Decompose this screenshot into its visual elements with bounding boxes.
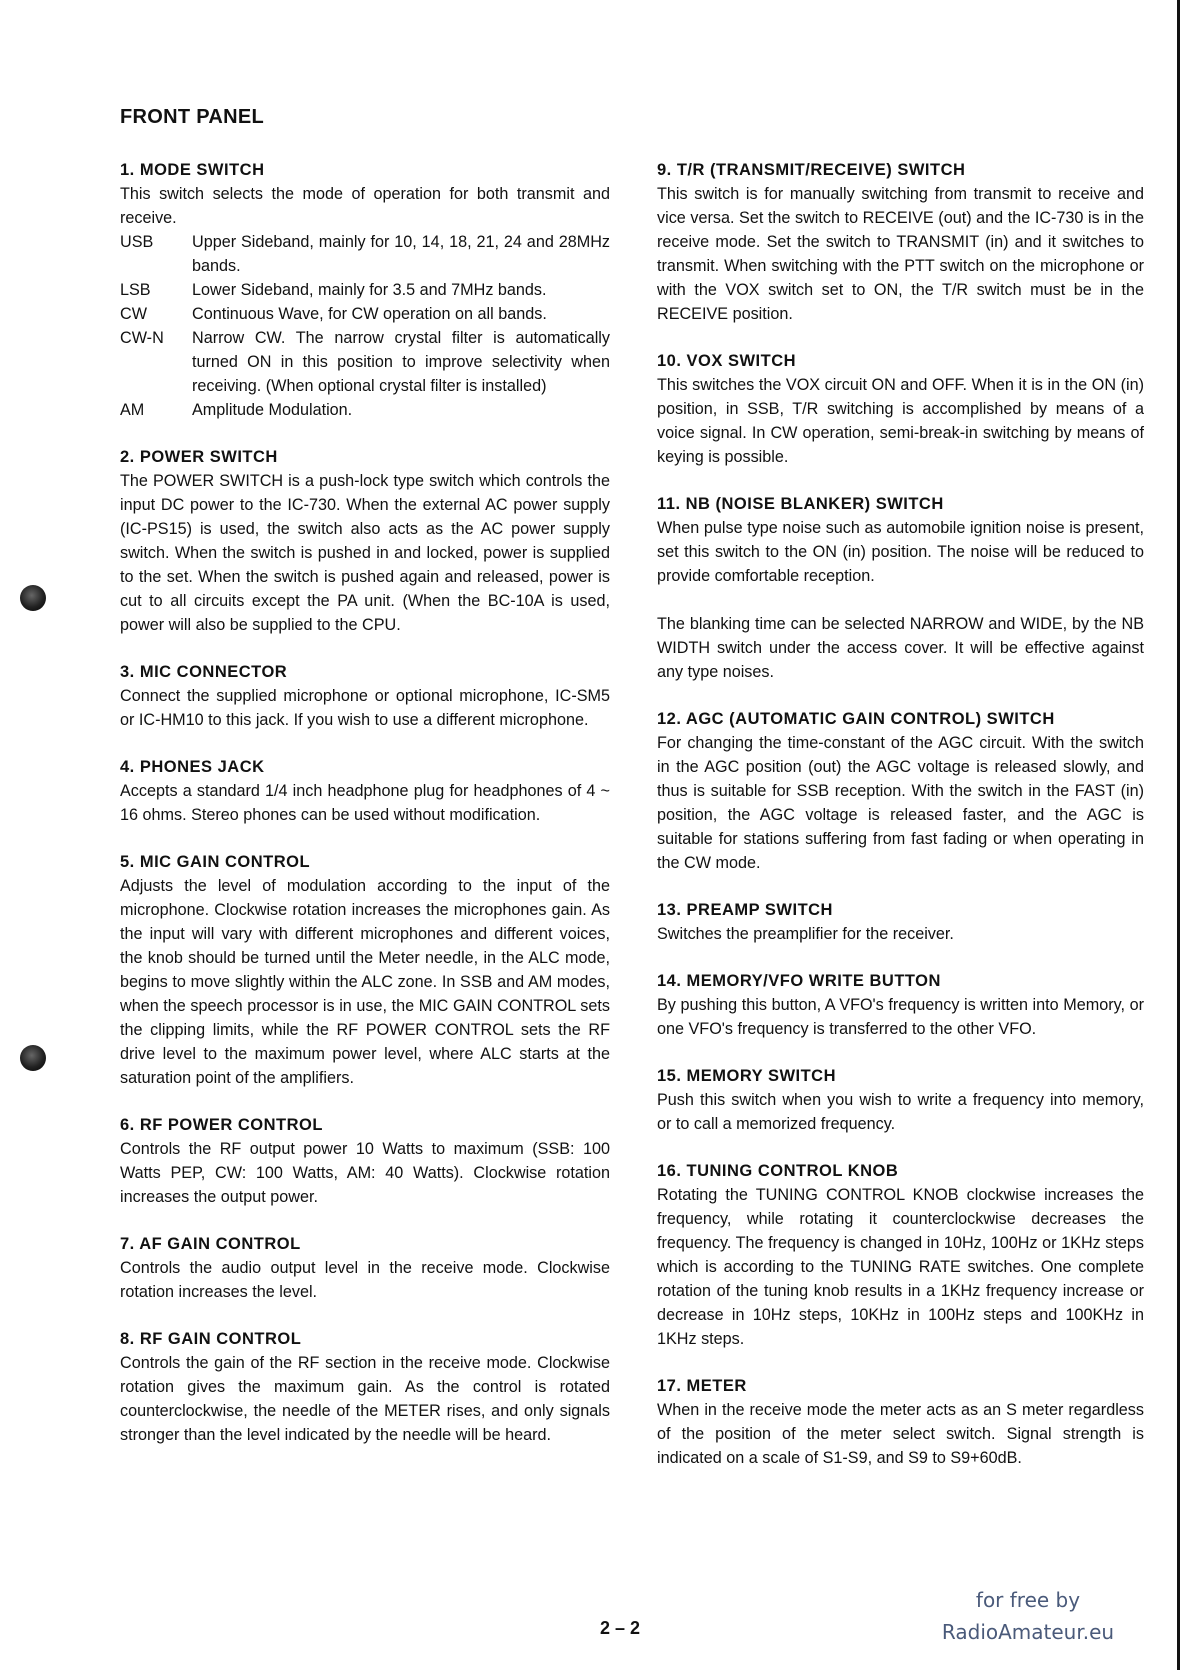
mode-abbr: CW bbox=[120, 305, 147, 323]
section-body: This switch selects the mode of operation for both transmit and receive. bbox=[120, 185, 610, 227]
section-heading: 7. AF GAIN CONTROL bbox=[120, 1235, 301, 1253]
mode-desc: Continuous Wave, for CW operation on all bands. bbox=[192, 305, 547, 323]
section-heading: 17. METER bbox=[657, 1377, 747, 1395]
mode-desc: Lower Sideband, mainly for 3.5 and 7MHz bands. bbox=[192, 281, 547, 299]
section-heading: 4. PHONES JACK bbox=[120, 758, 265, 776]
watermark-line-1: for free by bbox=[975, 1588, 1081, 1612]
section-power-switch bbox=[120, 445, 610, 637]
right-column bbox=[657, 158, 1144, 1493]
section-nb-switch bbox=[657, 492, 1144, 684]
mode-list bbox=[120, 230, 610, 422]
section-memory-switch bbox=[657, 1064, 1144, 1136]
section-af-gain-control bbox=[120, 1232, 610, 1304]
mode-row-lsb bbox=[120, 278, 610, 302]
section-heading: 3. MIC CONNECTOR bbox=[120, 663, 288, 681]
section-vox-switch bbox=[657, 349, 1144, 469]
mode-desc: Narrow CW. The narrow crystal filter is automatically turned ON in this position to improve selectivity when receiving. (When optional crystal filter is installed) bbox=[192, 329, 610, 395]
mode-abbr: USB bbox=[120, 233, 154, 251]
section-heading: 1. MODE SWITCH bbox=[120, 161, 265, 179]
punch-hole-bottom bbox=[20, 1045, 46, 1071]
section-heading: 5. MIC GAIN CONTROL bbox=[120, 853, 311, 871]
section-body: The POWER SWITCH is a push-lock type switch which controls the input DC power to the IC-730. When the external AC power supply (IC-PS15) is used, the switch also acts as the AC power supply switch. When the switch is pushed in and locked, power is supplied to the set. When the switch is pushed again and released, power is cut to all circuits except the PA unit. (When the BC-10A is used, power will also be supplied to the CPU. bbox=[120, 472, 610, 634]
section-body: Controls the audio output level in the receive mode. Clockwise rotation increases the level. bbox=[120, 1259, 610, 1301]
section-body-second: The blanking time can be selected NARROW and WIDE, by the NB WIDTH switch under the access cover. It will be effective against any type noises. bbox=[657, 615, 1144, 681]
section-mic-connector bbox=[120, 660, 610, 732]
mode-abbr: CW-N bbox=[120, 329, 164, 347]
mode-row-am bbox=[120, 398, 610, 422]
section-heading: 2. POWER SWITCH bbox=[120, 448, 278, 466]
section-body: Rotating the TUNING CONTROL KNOB clockwise increases the frequency, while rotating it counterclockwise decreases the frequency. The frequency is changed in 10Hz, 100Hz or 1KHz steps which is according to the TUNING RATE switches. One complete rotation of the tuning knob results in a 1KHz frequency increase or decrease in 10Hz steps, 10KHz in 100Hz steps and 100KHz in 1KHz steps. bbox=[657, 1186, 1144, 1348]
section-body: This switches the VOX circuit ON and OFF. When it is in the ON (in) position, in SSB, T/R switching is accomplished by means of a voice signal. In CW operation, semi-break-in switching by means of keying is possible. bbox=[657, 376, 1144, 466]
section-body: Controls the RF output power 10 Watts to maximum (SSB: 100 Watts PEP, CW: 100 Watts, AM: 40 Watts). Clockwise rotation increases the output power. bbox=[120, 1140, 610, 1206]
page-edge bbox=[1177, 0, 1180, 1670]
page-title: FRONT PANEL bbox=[120, 106, 265, 128]
section-meter bbox=[657, 1374, 1144, 1470]
section-body: Controls the gain of the RF section in the receive mode. Clockwise rotation gives the maximum gain. As the control is rotated counterclockwise, the needle of the METER rises, and only signals stronger than the level indicated by the needle will be heard. bbox=[120, 1354, 610, 1444]
section-body: This switch is for manually switching from transmit to receive and vice versa. Set the switch to RECEIVE (out) and the IC-730 is in the receive mode. Set the switch to TRANSMIT (in) and it switches to transmit. When switching with the PTT switch on the microphone or with the VOX switch set to ON, the T/R switch must be in the RECEIVE position. bbox=[657, 185, 1144, 323]
mode-abbr: AM bbox=[120, 401, 145, 419]
watermark bbox=[918, 1584, 1138, 1648]
section-heading: 14. MEMORY/VFO WRITE BUTTON bbox=[657, 972, 941, 990]
mode-desc: Amplitude Modulation. bbox=[192, 401, 353, 419]
section-body: Adjusts the level of modulation according to the input of the microphone. Clockwise rotation increases the microphones gain. As the input will vary with different microphones and different voices, the knob should be turned until the Meter needle, in the ALC mode, begins to move slightly within the ALC zone. In SSB and AM modes, when the speech processor is in use, the MIC GAIN CONTROL sets the clipping limits, while the RF POWER CONTROL sets the RF drive level to the maximum power level, where ALC starts at the saturation point of the amplifiers. bbox=[120, 877, 610, 1087]
section-body: Switches the preamplifier for the receiver. bbox=[657, 925, 954, 943]
section-body: When pulse type noise such as automobile ignition noise is present, set this switch to the ON (in) position. The noise will be reduced to provide comfortable reception. bbox=[657, 519, 1144, 585]
section-body: For changing the time-constant of the AGC circuit. With the switch in the AGC position (out) the AGC voltage is released slowly, and thus is suitable for SSB reception. With the switch in the FAST (in) position, the AGC voltage is released faster, and the AGC is suitable for stations suffering from fast fading or when operating in the CW mode. bbox=[657, 734, 1144, 872]
mode-desc: Upper Sideband, mainly for 10, 14, 18, 21, 24 and 28MHz bands. bbox=[192, 233, 610, 275]
section-agc-switch bbox=[657, 707, 1144, 875]
section-body: Push this switch when you wish to write a frequency into memory, or to call a memorized frequency. bbox=[657, 1091, 1144, 1133]
mode-row-cw bbox=[120, 302, 610, 326]
mode-row-usb bbox=[120, 230, 610, 278]
punch-hole-top bbox=[20, 585, 46, 611]
section-heading: 6. RF POWER CONTROL bbox=[120, 1116, 323, 1134]
section-phones-jack bbox=[120, 755, 610, 827]
section-tuning-control-knob bbox=[657, 1159, 1144, 1351]
section-body: When in the receive mode the meter acts as an S meter regardless of the position of the meter select switch. Signal strength is indicated on a scale of S1-S9, and S9 to S9+60dB. bbox=[657, 1401, 1144, 1467]
mode-row-cw-n bbox=[120, 326, 610, 398]
section-body: Connect the supplied microphone or optional microphone, IC-SM5 or IC-HM10 to this jack. If you wish to use a different microphone. bbox=[120, 687, 610, 729]
section-mic-gain-control bbox=[120, 850, 610, 1090]
watermark-line-2: RadioAmateur.eu bbox=[941, 1620, 1115, 1644]
section-heading: 13. PREAMP SWITCH bbox=[657, 901, 833, 919]
left-column bbox=[120, 158, 610, 1470]
section-mode-switch bbox=[120, 158, 610, 422]
section-tr-switch bbox=[657, 158, 1144, 326]
section-preamp-switch bbox=[657, 898, 1144, 946]
section-heading: 8. RF GAIN CONTROL bbox=[120, 1330, 302, 1348]
section-heading: 15. MEMORY SWITCH bbox=[657, 1067, 837, 1085]
page-number: 2 – 2 bbox=[600, 1618, 641, 1638]
mode-abbr: LSB bbox=[120, 281, 151, 299]
section-body: Accepts a standard 1/4 inch headphone plug for headphones of 4 ~ 16 ohms. Stereo phones can be used without modification. bbox=[120, 782, 610, 824]
section-heading: 12. AGC (AUTOMATIC GAIN CONTROL) SWITCH bbox=[657, 710, 1055, 728]
section-rf-power-control bbox=[120, 1113, 610, 1209]
section-heading: 16. TUNING CONTROL KNOB bbox=[657, 1162, 899, 1180]
section-heading: 9. T/R (TRANSMIT/RECEIVE) SWITCH bbox=[657, 161, 966, 179]
section-heading: 11. NB (NOISE BLANKER) SWITCH bbox=[657, 495, 944, 513]
section-rf-gain-control bbox=[120, 1327, 610, 1447]
section-body: By pushing this button, A VFO's frequency is written into Memory, or one VFO's frequency is transferred to the other VFO. bbox=[657, 996, 1144, 1038]
section-heading: 10. VOX SWITCH bbox=[657, 352, 797, 370]
section-memory-vfo-write bbox=[657, 969, 1144, 1041]
